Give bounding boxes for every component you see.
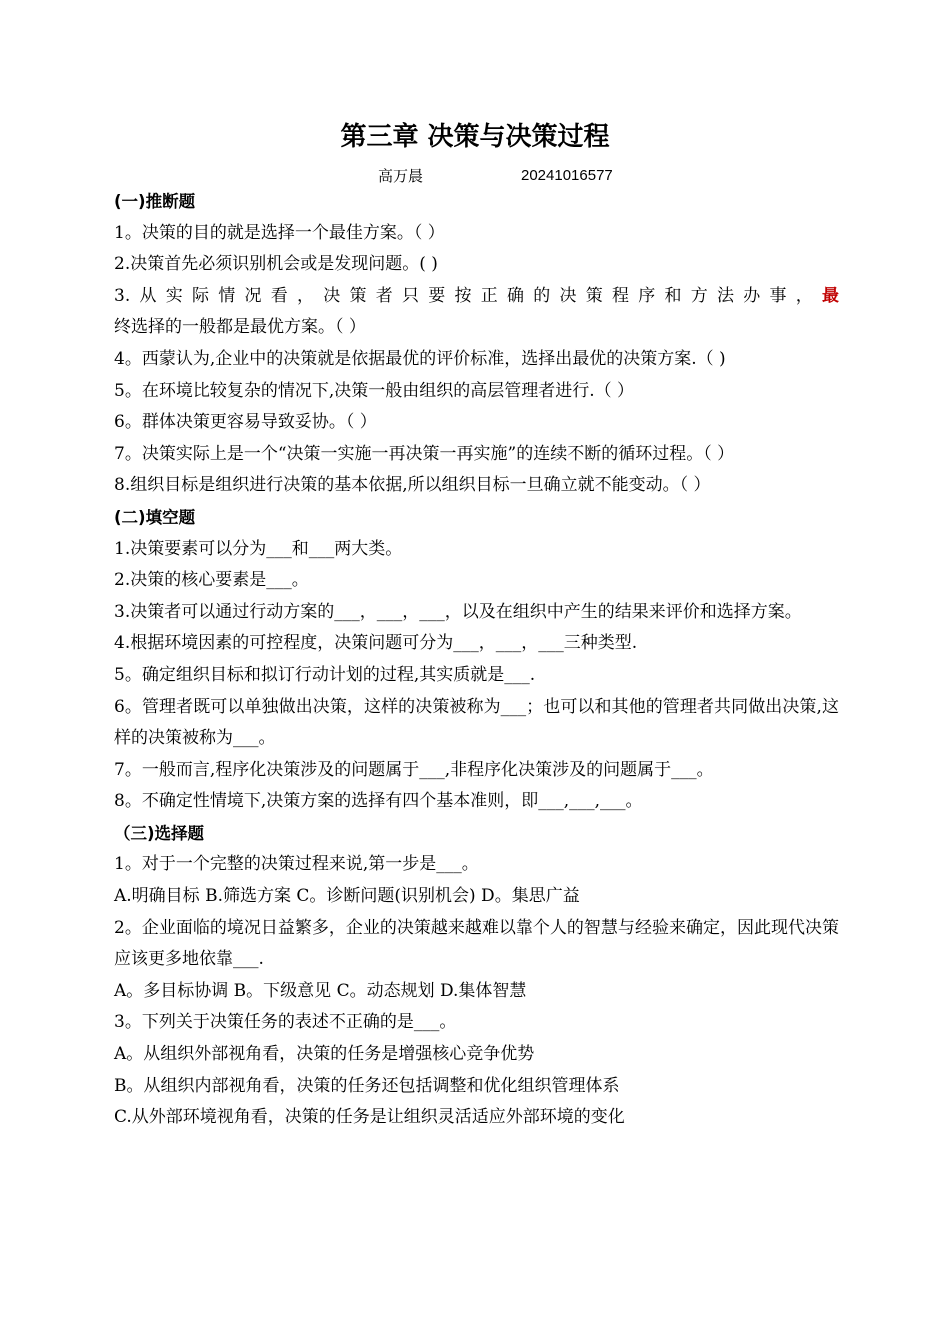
highlighted-text: 最 — [822, 285, 839, 306]
question-text: 5。确定组织目标和拟订行动计划的过程,其实质就是___. — [114, 664, 536, 685]
question-text: 1.决策要素可以分为___和___两大类。 — [114, 538, 403, 559]
question-text: 8。不确定性情境下,决策方案的选择有四个基本准则，即___,___,___。 — [114, 791, 643, 812]
question-text: 3。下列关于决策任务的表述不正确的是___。 — [114, 1012, 457, 1033]
answer-options: A。多目标协调 B。下级意见 C。动态规划 D.集体智慧 — [114, 980, 527, 1001]
question-text: 8.组织目标是组织进行决策的基本依据,所以组织目标一旦确立就不能变动。（ ） — [114, 475, 711, 496]
answer-option: A。从组织外部视角看，决策的任务是增强核心竞争优势 — [114, 1044, 535, 1065]
question-text-part: 3.从实际情况看，决策者只要按正确的决策程序和方法办事， — [114, 285, 822, 306]
question-text: 2。企业面临的境况日益繁多，企业的决策越来越难以靠个人的智慧与经验来确定，因此现代决策应该更多地依靠___. — [114, 917, 839, 970]
author-name: 高万晨 — [378, 167, 424, 185]
answer-options: A.明确目标 B.筛选方案 C。诊断问题(识别机会) D。集思广益 — [114, 886, 580, 907]
question-text: 7。一般而言,程序化决策涉及的问题属于___,非程序化决策涉及的问题属于___。 — [114, 759, 714, 780]
question-text: 2.决策的核心要素是___。 — [114, 570, 309, 591]
student-id: 20241016577 — [521, 167, 613, 184]
question-text: 4.根据环境因素的可控程度，决策问题可分为___，___，___三种类型. — [114, 633, 638, 654]
question-text: 7。决策实际上是一个“决策一实施一再决策一再实施”的连续不断的循环过程。（ ） — [114, 443, 735, 464]
question-text: 6。管理者既可以单独做出决策，这样的决策被称为___；也可以和其他的管理者共同做出决策,这样的决策被称为___。 — [114, 696, 839, 749]
section-heading: （三)选择题 — [114, 823, 205, 843]
question-text: 4。西蒙认为,企业中的决策就是依据最优的评价标准，选择出最优的决策方案.（ ) — [114, 348, 726, 369]
answer-option: C.从外部环境视角看，决策的任务是让组织灵活适应外部环境的变化 — [114, 1107, 625, 1128]
section-heading: (一)推断题 — [114, 192, 196, 211]
answer-option: B。从组织内部视角看，决策的任务还包括调整和优化组织管理体系 — [114, 1075, 620, 1096]
question-text: 1。决策的目的就是选择一个最佳方案。（ ） — [114, 222, 445, 243]
question-text: 3.决策者可以通过行动方案的___，___，___，以及在组织中产生的结果来评价和选择方案。 — [114, 601, 802, 622]
question-text: 6。群体决策更容易导致妥协。（ ） — [114, 412, 377, 433]
question-text: 1。对于一个完整的决策过程来说,第一步是___。 — [114, 854, 479, 875]
page-title: 第三章 决策与决策过程 — [340, 122, 610, 152]
question-text: 5。在环境比较复杂的情况下,决策一般由组织的高层管理者进行.（ ） — [114, 380, 635, 401]
document-body — [114, 186, 839, 1134]
question-text-part: 终选择的一般都是最优方案。（ ） — [114, 317, 366, 338]
question-text — [114, 281, 839, 344]
section-heading: (二)填空题 — [114, 507, 196, 527]
question-text: 2.决策首先必须识别机会或是发现问题。( ) — [114, 254, 438, 275]
